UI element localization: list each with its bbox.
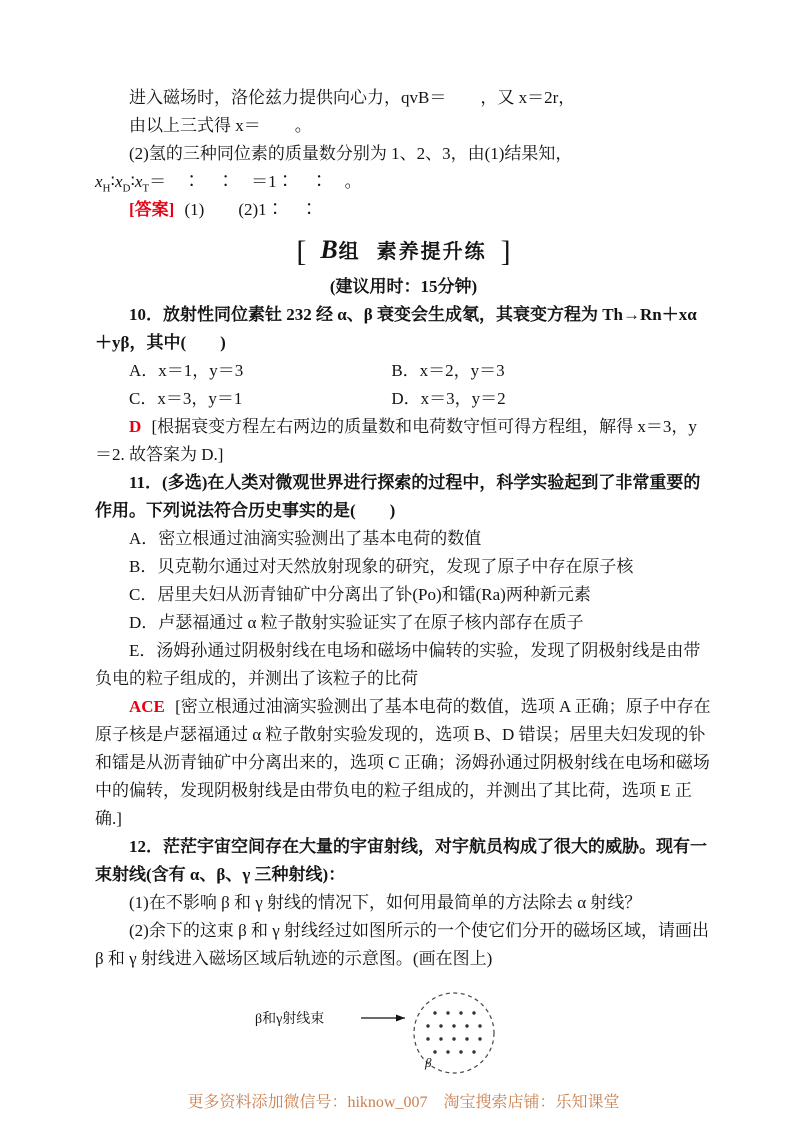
q11-option-b: B．贝克勒尔通过对天然放射现象的研究，发现了原子中存在原子核 [129, 557, 634, 576]
q10-option-b: B．x＝2，y＝3 [391, 361, 505, 380]
q10-stem: 10．放射性同位素钍 232 经 α、β 衰变会生成氡，其衰变方程为 Th→Rn＋xα＋yβ，其中( ) [95, 305, 697, 352]
q12-part1: (1)在不影响 β 和 γ 射线的情况下，如何用最简单的方法除去 α 射线？ [129, 893, 642, 912]
beam-label: β和γ射线束 [254, 1012, 324, 1027]
q10-option-a: A．x＝1，y＝3 [129, 361, 244, 380]
field-diagram-svg [249, 977, 559, 1089]
q10-answer [95, 413, 712, 469]
q11-option-c: C．居里夫妇从沥青铀矿中分离出了钋(Po)和镭(Ra)两种新元素 [129, 585, 591, 604]
ratio-x1: x [95, 172, 103, 191]
q10-options [95, 357, 712, 413]
section-bracket-left: [ [296, 235, 307, 268]
section-bracket-right: ] [500, 235, 511, 268]
q10-option-c: C．x＝3，y＝1 [129, 389, 243, 408]
magnetic-field-diagram [95, 977, 712, 1089]
field-into-page-dots [426, 1011, 481, 1053]
q11-option-a: A．密立根通过油滴实验测出了基本电荷的数值 [129, 529, 482, 548]
ratio-sub-d: D [122, 182, 131, 195]
section-header [95, 232, 712, 271]
answer-label: [答案] [129, 200, 175, 219]
time-note: (建议用时：15分钟) [329, 277, 478, 296]
ratio-sep-1: ∶ [110, 172, 115, 191]
footer-watermark: 更多资料添加微信号：hiknow_007 淘宝搜索店铺：乐知课堂 [187, 1094, 620, 1111]
ratio-rest: ＝ ∶ ∶ ＝1∶ ∶ 。 [149, 172, 362, 191]
answer-rest: (1) (2)1∶ ∶ [184, 200, 318, 219]
q11-explanation: [密立根通过油滴实验测出了基本电荷的数值，选项 A 正确；原子中存在原子核是卢瑟福通过 α 粒子散射实验发现的，选项 B、D 错误；居里夫妇发现的钋和镭是从沥青铀矿中分离出来的，选项 C 正确；汤姆孙通过阴极射线在电场和磁场中的偏转，发现阴极射线是由带负电的粒子组成的，并测出了其比荷，选项 E 正确.] [95, 697, 711, 828]
section-group-letter: B [320, 235, 338, 264]
q11-stem: 11．(多选)在人类对微观世界进行探索的过程中，科学实验起到了非常重要的作用。下列说法符合历史事实的是( ) [95, 473, 701, 520]
q11-answer [95, 693, 712, 833]
ratio-x3: x [134, 172, 143, 191]
q10-explanation: [根据衰变方程左右两边的质量数和电荷数守恒可得方程组，解得 x＝3，y＝2. 故答案为 D.] [95, 417, 697, 464]
section-group-word: 组 [338, 241, 359, 263]
beam-arrow-head [396, 1015, 405, 1022]
ratio-x2: x [114, 172, 123, 191]
intro-line-2: 由以上三式得 x＝ 。 [129, 116, 312, 135]
intro-line-1: 进入磁场时，洛伦兹力提供向心力，qvB＝ ，又 x＝2r， [129, 88, 576, 107]
intro-answer-line [95, 196, 712, 224]
q11-option-e: E．汤姆孙通过阴极射线在电场和磁场中偏转的实验，发现了阴极射线是由带负电的粒子组成的，并测出了该粒子的比荷 [95, 641, 701, 688]
ratio-sub-h: H [102, 182, 111, 195]
q11-answer-letters: ACE [129, 697, 165, 716]
q12-stem: 12．茫茫宇宙空间存在大量的宇宙射线，对宇航员构成了很大的威胁。现有一束射线(含有 α、β、γ 三种射线)： [95, 837, 707, 884]
q10-answer-letter: D [129, 417, 142, 436]
q12-part2: (2)余下的这束 β 和 γ 射线经过如图所示的一个使它们分开的磁场区域，请画出 β 和 γ 射线进入磁场区域后轨迹的示意图。(画在图上) [95, 921, 709, 968]
ratio-sep-2: ∶ [130, 172, 135, 191]
ratio-sub-t: T [142, 182, 150, 195]
q11-option-d: D．卢瑟福通过 α 粒子散射实验证实了在原子核内部存在质子 [129, 613, 584, 632]
q10-option-d: D．x＝3，y＝2 [391, 389, 506, 408]
intro-line-4 [95, 168, 712, 196]
section-title: 素养提升练 [376, 241, 487, 263]
intro-line-3: (2)氢的三种同位素的质量数分别为 1、2、3，由(1)结果知， [129, 144, 573, 163]
beta-label: β [424, 1055, 431, 1070]
